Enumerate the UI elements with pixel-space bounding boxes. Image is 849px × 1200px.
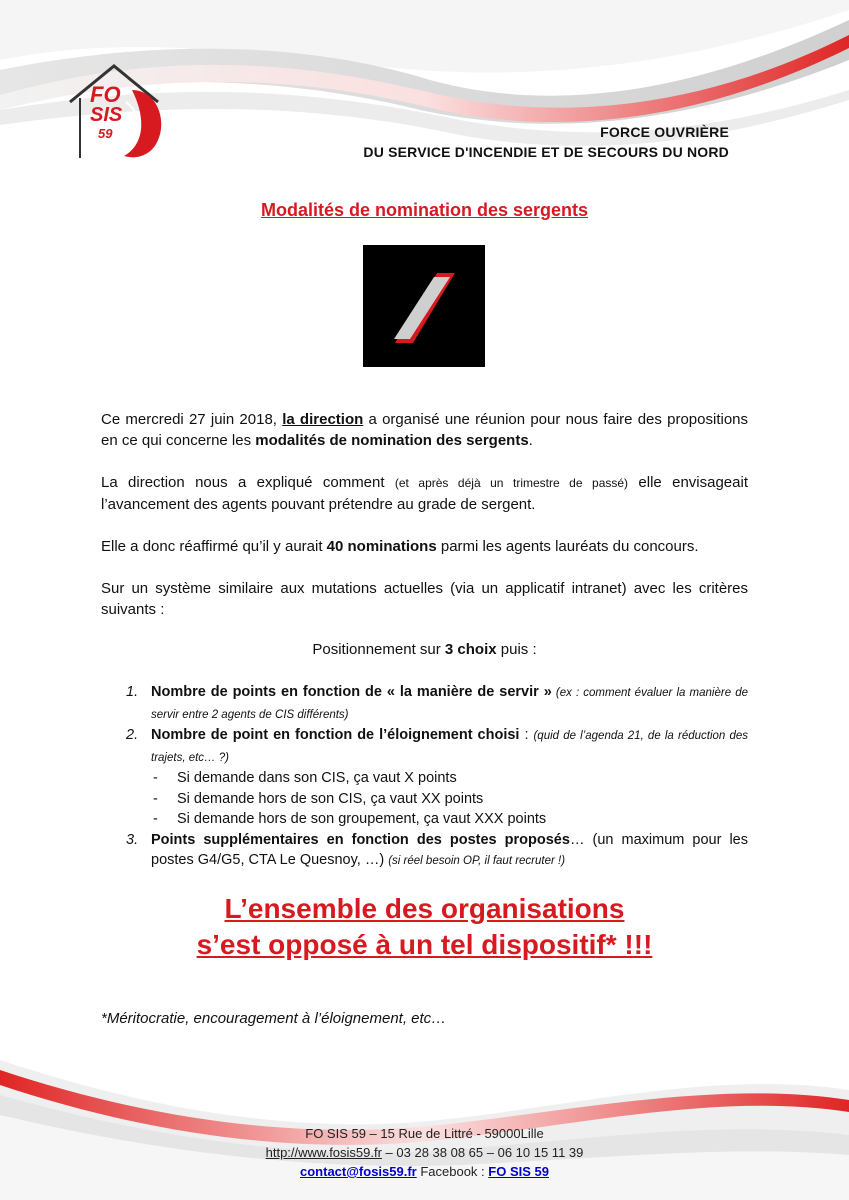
organization-name <box>363 122 729 162</box>
footnote: *Méritocratie, encouragement à l’éloignement, etc… <box>101 1010 447 1027</box>
p1-modalites: modalités de nomination des sergents <box>255 432 529 449</box>
criteria-item-2-number: 2. <box>126 727 139 743</box>
facebook-link[interactable]: FO SIS 59 <box>488 1164 549 1179</box>
p3-text-a: Elle a donc réaffirmé qu’il y aurait <box>101 538 327 555</box>
slogan-line-1: L’ensemble des organisations <box>224 893 625 924</box>
website-link[interactable]: http://www.fosis59.fr <box>265 1145 382 1160</box>
list-item <box>123 809 748 830</box>
p2-aside: (et après déjà un trimestre de passé) <box>394 476 629 490</box>
logo-59-text: 59 <box>98 126 113 141</box>
slogan-line-2: s’est opposé à un tel dispositif* !!! <box>196 929 653 960</box>
p1-text-a: Ce mercredi 27 juin 2018, <box>101 411 283 428</box>
sergent-stripe-icon <box>363 245 485 367</box>
criteria-item-3-rest: … (un maximum pour les postes G4/G5, CTA Le Quesnoy, …) <box>151 831 748 868</box>
p1-text-e: . <box>528 432 533 449</box>
p2-text-c: elle envisageait l’avancement des agents pouvant prétendre au grade de sergent. <box>101 474 748 513</box>
logo-sis-text: SIS <box>90 104 123 126</box>
sub-item-hors-cis: Si demande hors de son CIS, ça vaut XX points <box>177 790 484 807</box>
criteria-item-2 <box>123 725 748 768</box>
positioning-text-a: Positionnement sur <box>312 641 445 658</box>
paragraph-system: Sur un système similaire aux mutations actuelles (via un applicatif intranet) avec les critères suivants : <box>101 580 748 618</box>
list-item <box>123 789 748 810</box>
sub-item-hors-groupement: Si demande hors de son groupement, ça vaut XXX points <box>177 811 547 827</box>
positioning-text-c: puis : <box>496 641 537 658</box>
criteria-item-1 <box>123 682 748 725</box>
document-title: Modalités de nomination des sergents <box>260 200 589 220</box>
criteria-item-3-number: 3. <box>126 831 139 848</box>
criteria-item-2-title: Nombre de point en fonction de l’éloignement choisi <box>151 727 520 743</box>
paragraph-nominations <box>101 536 748 557</box>
footer-contact-line <box>0 1143 849 1162</box>
criteria-list <box>123 682 748 872</box>
paragraph-explanation <box>101 472 748 515</box>
sub-item-cis: Si demande dans son CIS, ça vaut X points <box>177 770 457 786</box>
positioning-line <box>0 641 849 658</box>
p2-text-a: La direction nous a expliqué comment <box>101 474 395 491</box>
dash-marker: - <box>153 770 158 786</box>
footer-social-line <box>0 1162 849 1181</box>
dash-marker: - <box>153 811 158 827</box>
organization-line-2: DU SERVICE D'INCENDIE ET DE SECOURS DU NORD <box>363 144 729 160</box>
facebook-label: Facebook : <box>416 1164 489 1179</box>
organization-line-1: FORCE OUVRIÈRE <box>600 124 729 140</box>
p1-direction: la direction <box>282 411 364 428</box>
p3-count: 40 nominations <box>326 538 437 555</box>
footer-address: FO SIS 59 – 15 Rue de Littré - 59000Lille <box>305 1126 544 1141</box>
logo-fo-text: FO <box>90 82 121 107</box>
email-link[interactable]: contact@fosis59.fr <box>300 1164 417 1179</box>
footer-phones: – 03 28 38 08 65 – 06 10 15 11 39 <box>381 1145 584 1160</box>
p3-text-c: parmi les agents lauréats du concours. <box>436 538 699 555</box>
list-item <box>123 768 748 789</box>
criteria-item-2-sep: : <box>519 727 534 743</box>
p1-text-c: a organisé une réunion pour nous faire des propositions en ce qui concerne les <box>101 411 748 449</box>
dash-marker: - <box>153 790 158 807</box>
criteria-item-3-title: Points supplémentaires en fonction des postes proposés <box>151 831 570 848</box>
criteria-item-2-note: (quid de l’agenda 21, de la réduction des trajets, etc… ?) <box>151 730 748 764</box>
criteria-item-3-note: (si réel besoin OP, il faut recruter !) <box>388 855 566 867</box>
criteria-item-1-title: Nombre de points en fonction de « la manière de servir » <box>151 684 552 700</box>
criteria-item-1-number: 1. <box>126 684 139 700</box>
positioning-choices: 3 choix <box>444 641 497 658</box>
criteria-item-1-note: (ex : comment évaluer la manière de servir entre 2 agents de CIS différents) <box>151 687 748 721</box>
criteria-item-3 <box>123 830 748 872</box>
fo-sis59-logo <box>62 60 170 168</box>
paragraph-meeting <box>101 409 748 451</box>
sergent-badge <box>363 245 485 367</box>
